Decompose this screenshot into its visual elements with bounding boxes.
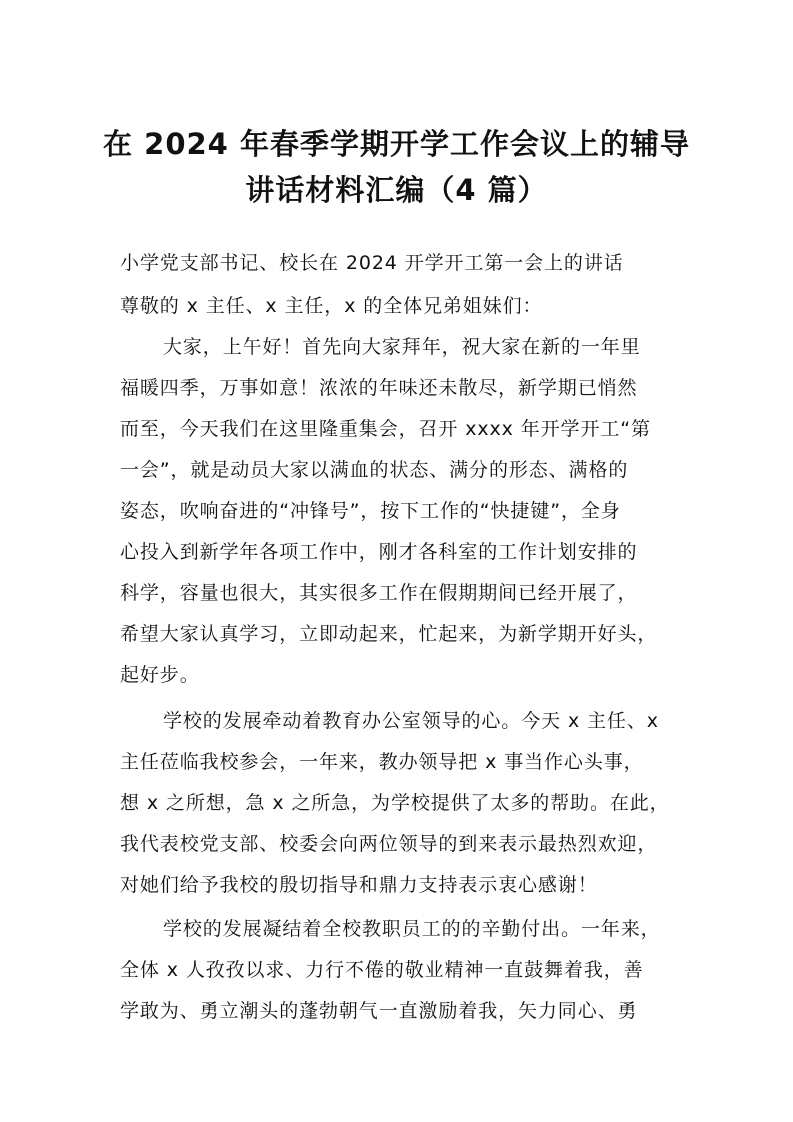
- document-title-line-1: 在 2024 年春季学期开学工作会议上的辅导: [103, 127, 690, 161]
- body-line: 我代表校党支部、校委会向两位领导的到来表示最热烈欢迎，: [120, 833, 658, 855]
- body-line: 学敢为、勇立潮头的蓬勃朝气一直激励着我，矢力同心、勇: [120, 1000, 638, 1022]
- speech-heading: 小学党支部书记、校长在 2024 开学开工第一会上的讲话: [120, 252, 624, 274]
- body-line: 想 x 之所想，急 x 之所急，为学校提供了太多的帮助。在此，: [120, 792, 670, 814]
- body-line: 对她们给予我校的殷切指导和鼎力支持表示衷心感谢！: [120, 874, 598, 896]
- body-line: 而至，今天我们在这里隆重集会，召开 xxxx 年开学开工“第: [120, 418, 651, 440]
- body-line: 一会”，就是动员大家以满血的状态、满分的形态、满格的: [120, 459, 629, 481]
- body-line: 起好步。: [120, 664, 200, 686]
- body-line: 科学，容量也很大，其实很多工作在假期期间已经开展了，: [120, 582, 638, 604]
- document-title-line-2: 讲话材料汇编（4 篇）: [245, 173, 548, 207]
- body-line: 福暖四季，万事如意！浓浓的年味还未散尽，新学期已悄然: [120, 377, 638, 399]
- body-line: 主任莅临我校参会，一年来，教办领导把 x 事当作心头事，: [120, 751, 644, 773]
- body-line: 全体 x 人孜孜以求、力行不倦的敬业精神一直鼓舞着我，善: [120, 959, 644, 981]
- body-line: 心投入到新学年各项工作中，刚才各科室的工作计划安排的: [120, 541, 638, 563]
- body-line: 姿态，吹响奋进的“冲锋号”，按下工作的“快捷键”，全身: [120, 500, 621, 522]
- body-line: 学校的发展牵动着教育办公室领导的心。今天 x 主任、x: [163, 710, 659, 732]
- salutation: 尊敬的 x 主任、x 主任，x 的全体兄弟姐妹们：: [120, 295, 543, 317]
- body-line: 大家，上午好！首先向大家拜年，祝大家在新的一年里: [163, 336, 641, 358]
- body-line: 希望大家认真学习，立即动起来，忙起来，为新学期开好头，: [120, 623, 658, 645]
- body-line: 学校的发展凝结着全校教职员工的的辛勤付出。一年来，: [163, 918, 661, 940]
